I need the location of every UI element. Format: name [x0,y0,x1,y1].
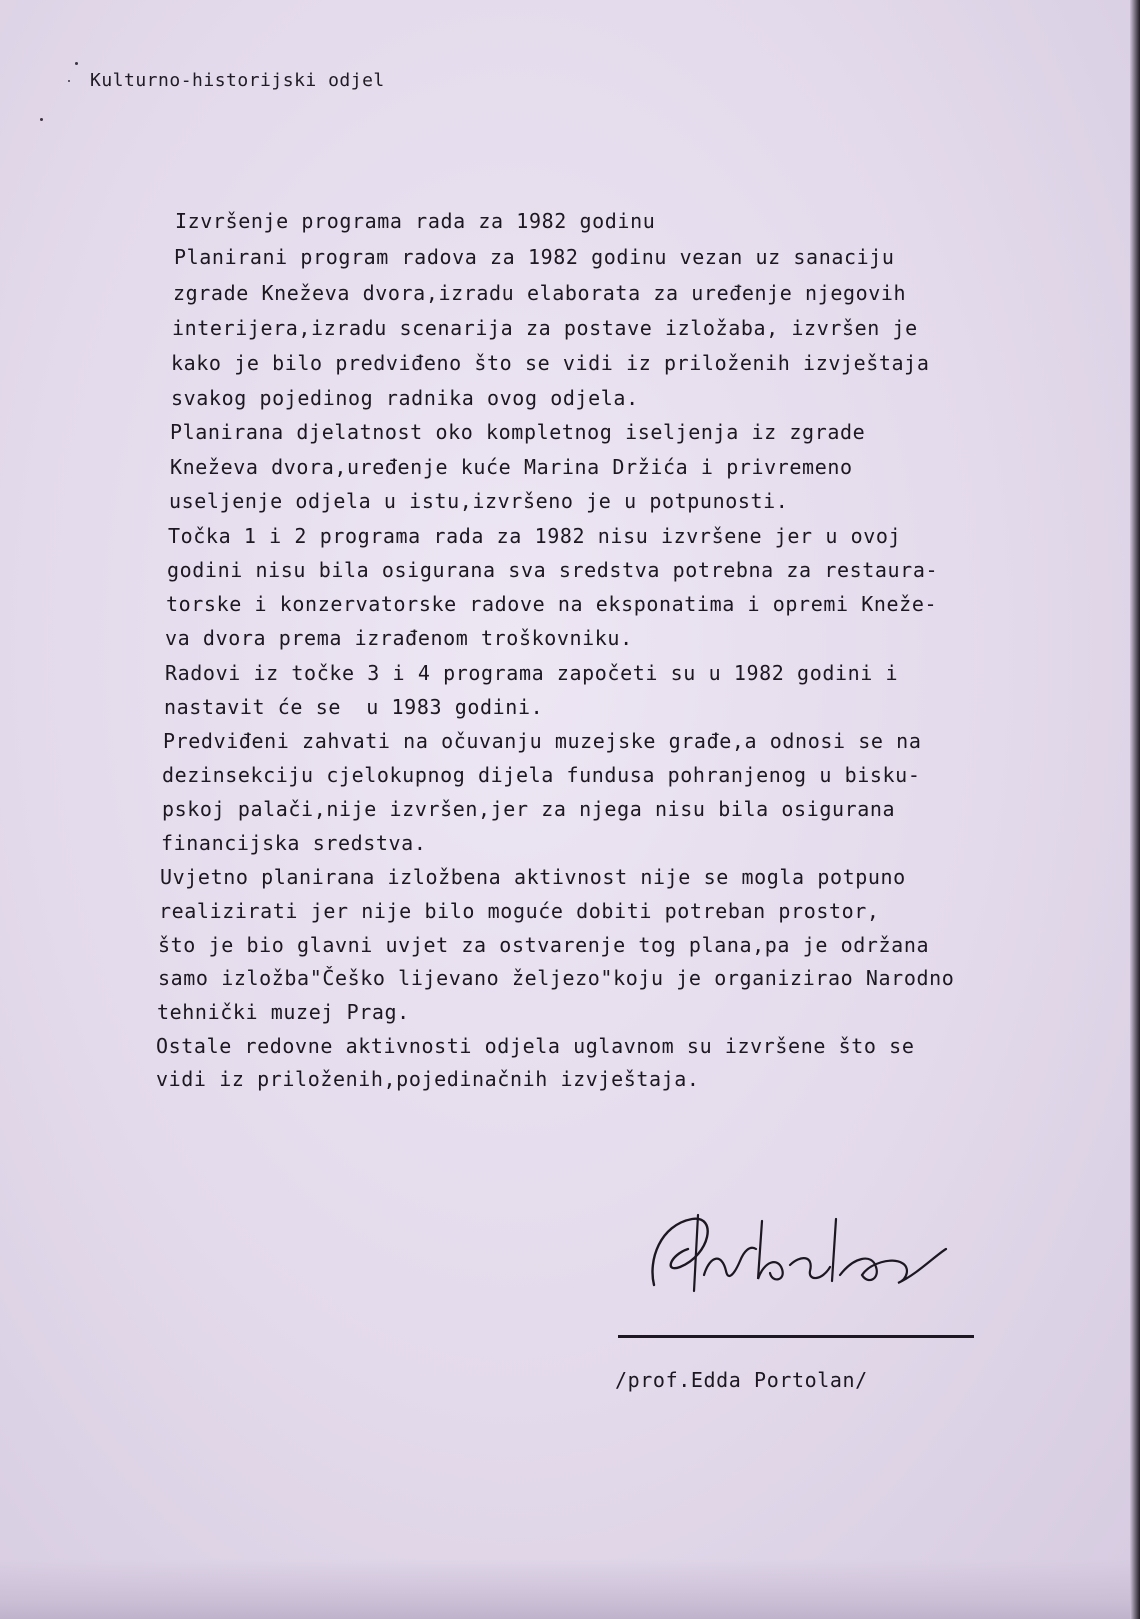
report-line: Uvjetno planirana izložbena aktivnost nije se mogla potpuno [160,865,906,889]
page-bottom-shading [0,1559,1140,1619]
report-line: godini nisu bila osigurana sva sredstva potrebna za restaura- [167,558,939,582]
signatory-name: /prof.Edda Portolan/ [615,1368,868,1392]
report-line: financijska sredstva. [161,831,427,855]
report-line: pskoj palači,nije izvršen,jer za njega nisu bila osigurana [162,797,896,821]
report-line: Predviđeni zahvati na očuvanju muzejske građe,a odnosi se na [163,729,922,753]
report-line: realizirati jer nije bilo moguće dobiti potreban prostor, [159,899,880,923]
handwritten-signature [640,1205,960,1305]
signature-line [618,1335,974,1338]
report-line: što je bio glavni uvjet za ostvarenje tog plana,pa je održana [158,933,930,957]
report-line: Planirana djelatnost oko kompletnog iseljenja iz zgrade [170,420,866,444]
report-line: samo izložba"Češko lijevano željezo"koju je organizirao Narodno [158,966,955,990]
report-line: Ostale redovne aktivnosti odjela uglavnom su izvršene što se [156,1034,915,1058]
report-line: va dvora prema izrađenom troškovniku. [165,626,633,650]
report-line: Planirani program radova za 1982 godinu vezan uz sanaciju [174,245,895,269]
report-line: torske i konzervatorske radove na eksponatima i opremi Kneže- [166,592,938,616]
report-line: Točka 1 i 2 programa rada za 1982 nisu izvršene jer u ovoj [168,524,902,548]
report-line: Radovi iz točke 3 i 4 programa započeti su u 1982 godini i [165,661,899,685]
report-line: useljenje odjela u istu,izvršeno je u potpunosti. [169,489,789,513]
report-line: tehnički muzej Prag. [157,1000,410,1024]
report-line: nastavit će se u 1983 godini. [164,695,544,719]
report-line: vidi iz priloženih,pojedinačnih izvještaja. [156,1067,700,1091]
report-line: Izvršenje programa rada za 1982 godinu [175,209,656,233]
report-line: Kneževa dvora,uređenje kuće Marina Držića i privremeno [170,455,853,479]
department-heading: Kulturno-historijski odjel [90,70,385,91]
report-line: zgrade Kneževa dvora,izradu elaborata za uređenje njegovih [173,281,907,305]
report-line: dezinsekciju cjelokupnog dijela fundusa pohranjenog u bisku- [162,763,921,787]
report-line: interijera,izradu scenarija za postave izložaba, izvršen je [172,316,918,340]
report-line: kako je bilo predviđeno što se vidi iz priloženih izvještaja [171,351,930,375]
report-line: svakog pojedinog radnika ovog odjela. [171,386,639,410]
page-right-edge [1130,0,1140,1619]
